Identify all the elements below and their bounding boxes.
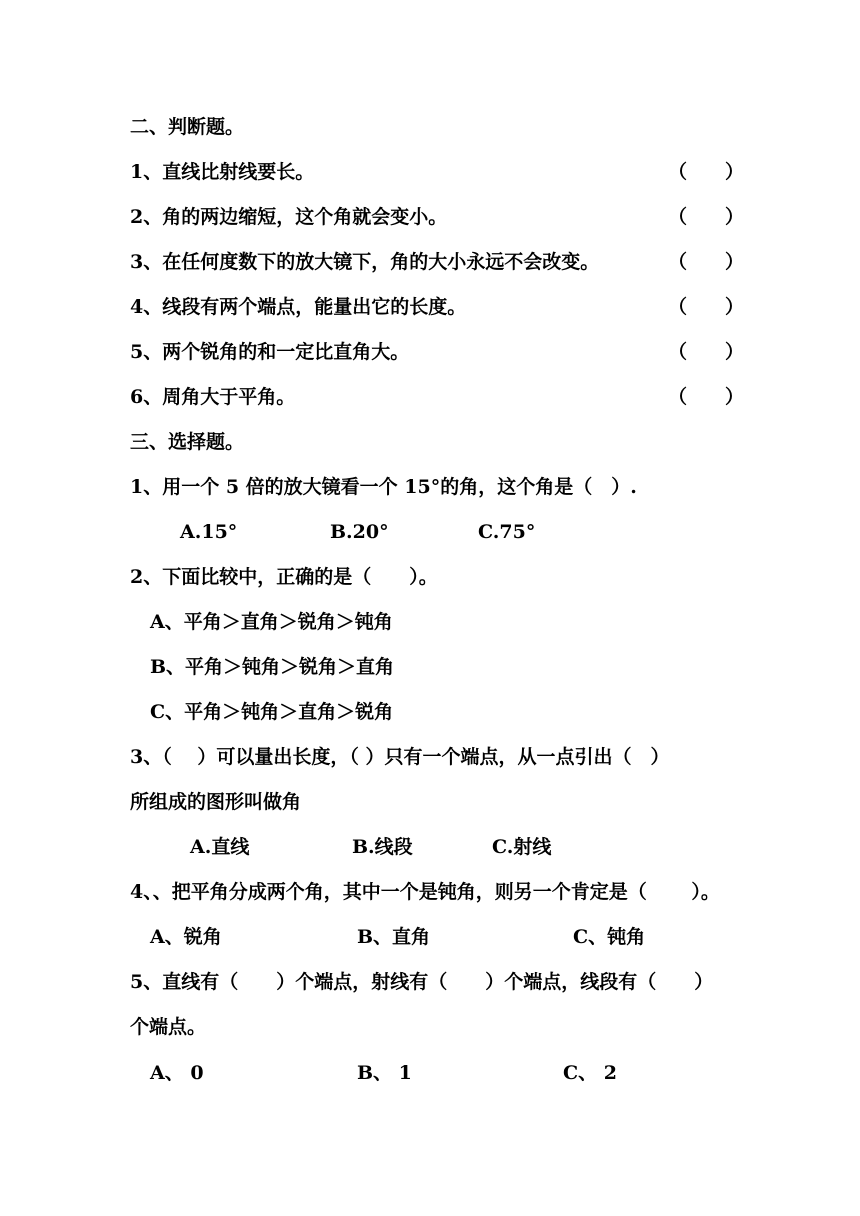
choice-question-3-line2: 所组成的图形叫做角: [130, 791, 302, 813]
judgement-item-2: 2、角的两边缩短，这个角就会变小。: [130, 206, 448, 228]
judgement-item-3: 3、在任何度数下的放大镜下，角的大小永远不会改变。: [130, 251, 600, 273]
answer-blank-2[interactable]: （ ）: [668, 206, 745, 228]
choice-question-2: 2、下面比较中，正确的是（ ）。: [130, 566, 438, 588]
judgement-item-5: 5、两个锐角的和一定比直角大。: [130, 341, 410, 363]
answer-blank-1[interactable]: （ ）: [668, 161, 745, 183]
q5-option-c[interactable]: C、 2: [563, 1062, 617, 1084]
q4-option-b[interactable]: B、直角: [357, 926, 431, 948]
choice-question-4: 4、、把平角分成两个角，其中一个是钝角，则另一个肯定是（ ）。: [130, 881, 720, 903]
q5-option-b[interactable]: B、 1: [357, 1062, 412, 1084]
q2-option-a[interactable]: A、平角＞直角＞锐角＞钝角: [150, 611, 393, 633]
judgement-item-6: 6、周角大于平角。: [130, 386, 296, 408]
q4-option-a[interactable]: A、锐角: [150, 926, 222, 948]
q1-option-a[interactable]: A.15°: [180, 521, 238, 543]
choice-question-1: 1、用一个 5 倍的放大镜看一个 15°的角，这个角是（ ）.: [130, 476, 637, 498]
answer-blank-4[interactable]: （ ）: [668, 296, 745, 318]
section-title-choice: 三、选择题。: [130, 431, 245, 453]
q2-option-b[interactable]: B、平角＞钝角＞锐角＞直角: [150, 656, 395, 678]
q1-option-c[interactable]: C.75°: [478, 521, 536, 543]
q3-option-a[interactable]: A.直线: [190, 836, 250, 858]
choice-question-5-line1: 5、直线有（ ）个端点，射线有（ ）个端点，线段有（ ）: [130, 971, 714, 993]
judgement-item-1: 1、直线比射线要长。: [130, 161, 315, 183]
q4-option-c[interactable]: C、钝角: [573, 926, 646, 948]
q1-option-b[interactable]: B.20°: [330, 521, 389, 543]
choice-question-3-line1: 3、（ ）可以量出长度，（ ）只有一个端点，从一点引出（ ）: [130, 746, 670, 768]
answer-blank-5[interactable]: （ ）: [668, 341, 745, 363]
q3-option-b[interactable]: B.线段: [352, 836, 413, 858]
q3-option-c[interactable]: C.射线: [492, 836, 552, 858]
answer-blank-3[interactable]: （ ）: [668, 251, 745, 273]
q5-option-a[interactable]: A、 0: [150, 1062, 204, 1084]
choice-question-5-line2: 个端点。: [130, 1016, 207, 1038]
answer-blank-6[interactable]: （ ）: [668, 386, 745, 408]
judgement-item-4: 4、线段有两个端点，能量出它的长度。: [130, 296, 467, 318]
section-title-judgement: 二、判断题。: [130, 116, 245, 138]
q2-option-c[interactable]: C、平角＞钝角＞直角＞锐角: [150, 701, 394, 723]
